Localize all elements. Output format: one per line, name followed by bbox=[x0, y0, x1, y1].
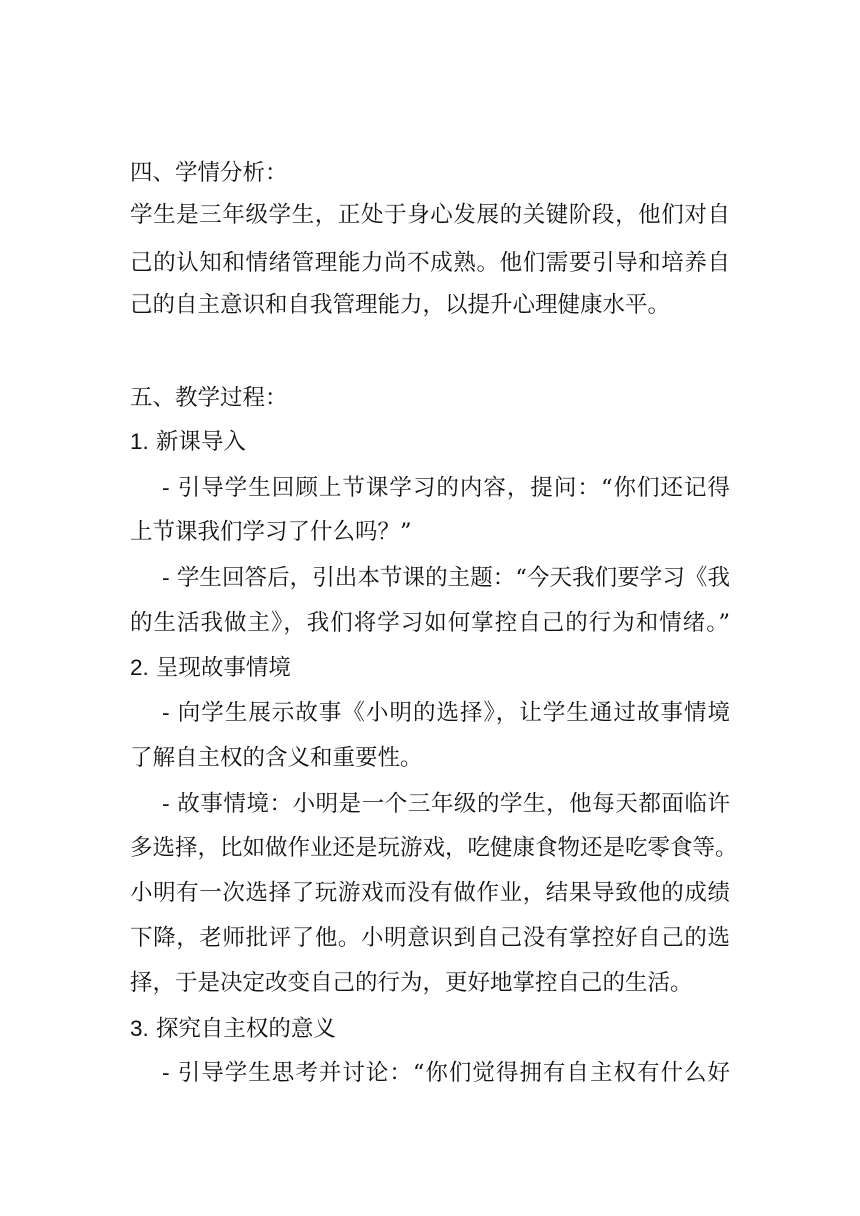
bullet-line: - 引导学生回顾上节课学习的内容，提问：“你们还记得 bbox=[162, 475, 730, 501]
bullet-line: - 向学生展示故事《小明的选择》，让学生通过故事情境 bbox=[162, 700, 730, 726]
bullet-line: 了解自主权的含义和重要性。 bbox=[130, 745, 423, 771]
paragraph-line: 己的自主意识和自我管理能力，以提升心理健康水平。 bbox=[130, 292, 671, 318]
paragraph-line: 己的认知和情绪管理能力尚不成熟。他们需要引导和培养自 bbox=[130, 250, 730, 276]
bullet-line: - 引导学生思考并讨论：“你们觉得拥有自主权有什么好 bbox=[162, 1060, 730, 1086]
list-item-3 bbox=[130, 1014, 336, 1044]
bullet-line: - 故事情境：小明是一个三年级的学生，他每天都面临许 bbox=[162, 791, 730, 817]
section-heading-4: 四、学情分析： bbox=[130, 160, 288, 186]
list-number: 3. bbox=[130, 1016, 149, 1041]
bullet-line: 小明有一次选择了玩游戏而没有做作业，结果导致他的成绩 bbox=[130, 880, 730, 906]
list-number: 2. bbox=[130, 655, 149, 680]
section-heading-5: 五、教学过程： bbox=[130, 385, 288, 411]
bullet-line: 多选择，比如做作业还是玩游戏，吃健康食物还是吃零食等。 bbox=[130, 835, 738, 861]
list-item-1 bbox=[130, 427, 246, 457]
list-item-2 bbox=[130, 653, 291, 683]
bullet-line: - 学生回答后，引出本节课的主题：“今天我们要学习《我 bbox=[162, 565, 730, 591]
list-item-title: 新课导入 bbox=[155, 429, 246, 455]
list-item-title: 呈现故事情境 bbox=[155, 655, 291, 681]
bullet-line: 上节课我们学习了什么吗？” bbox=[130, 519, 412, 545]
bullet-line: 下降，老师批评了他。小明意识到自己没有掌控好自己的选 bbox=[130, 925, 730, 951]
paragraph-line: 学生是三年级学生，正处于身心发展的关键阶段，他们对自 bbox=[130, 202, 730, 228]
bullet-line: 择，于是决定改变自己的行为，更好地掌控自己的生活。 bbox=[130, 970, 693, 996]
bullet-line: 的生活我做主》，我们将学习如何掌控自己的行为和情绪。” bbox=[130, 610, 730, 636]
list-number: 1. bbox=[130, 429, 149, 454]
list-item-title: 探究自主权的意义 bbox=[155, 1016, 336, 1042]
